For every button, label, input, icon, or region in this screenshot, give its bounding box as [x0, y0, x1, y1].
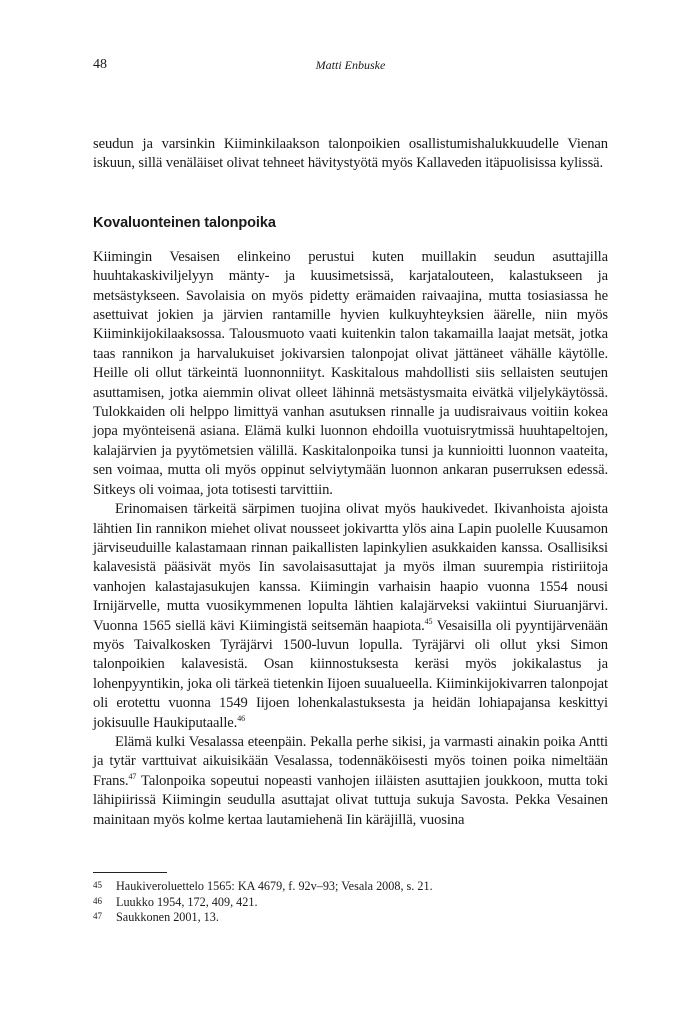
footnote-text: Haukiveroluettelo 1565: KA 4679, f. 92v–93; Vesala 2008, s. 21. — [116, 879, 433, 893]
footnote-number: 45 — [93, 880, 102, 890]
footnote-ref-47[interactable]: 47 — [128, 771, 137, 781]
paragraph-3 — [93, 500, 608, 733]
footnote-ref-45[interactable]: 45 — [424, 616, 433, 626]
footnote-number: 46 — [93, 895, 102, 906]
footnote-47 — [93, 910, 608, 926]
footnotes — [93, 879, 608, 926]
footnote-ref-46[interactable]: 46 — [237, 713, 246, 723]
paragraph-1: seudun ja varsinkin Kiiminkilaakson talonpoikien osallistumishalukkuudelle Vienan iskuun, sillä venäläiset olivat tehneet hävitystyötä myös Kallaveden itäpuolisissa kylissä. — [93, 136, 608, 172]
footnote-45 — [93, 879, 608, 895]
page-number: 48 — [93, 57, 107, 72]
footnote-divider — [93, 872, 167, 873]
section-heading: Kovaluonteinen talonpoika — [93, 214, 276, 231]
footnote-46 — [93, 895, 608, 911]
paragraph-2: Kiimingin Vesaisen elinkeino perustui kuten muillakin seudun asuttajilla huuhtakaskiviljelyyn mänty- ja kuusimetsissä, karjatalouteen, kalastukseen ja metsästykseen. Savolaisia on myös pidetty erämaiden raivaajina, mutta tosiasiassa he asettuivat jokien ja järvien rantamille hyvien kulkuyhteyksien äärelle, niin myös Kiiminkijokilaaksossa. Talousmuoto vaati kuitenkin talon takamailla laajat metsät, jotka taas rannikon ja harvalukuiset jokivarsien talonpojat olivat jättäneet vähälle käytölle. Heille oli ollut tärkeintä luonnonniityt. Kaskitalous mahdollisti siis sellaisten seutujen asuttamisen, jotka aiemmin olivat olleet lähinnä metsästysmaita eivätkä viljelykäytössä. Tulokkaiden oli helppo limittyä vanhan asutuksen rinnalle ja uudisraivaus voitiin kokea jopa myönteisenä asiana. Elämä kulki luonnon ehdoilla vuotuisrytmissä huuhtapeltojen, kalajärvien ja pyytömetsien välillä. Kaskitalonpoika tunsi ja kunnioitti luonnon vaateita, sen voimaa, mutta oli myös oppinut selviytymään luonnon ankaran puserruksen edessä. Sitkeys oli voimaa, jota totisesti tarvittiin. — [93, 248, 608, 498]
paragraph-4-text: Elämä kulki Vesalassa eteenpäin. Pekalla perhe sikisi, ja varmasti ainakin poika Antti ja tytär varttuivat aikuisikään Vesalassa, todennäköisesti myös toinen poika nimeltään Frans. — [93, 733, 608, 789]
running-head: Matti Enbuske — [315, 58, 386, 72]
body-text — [93, 135, 608, 830]
footnote-number: 47 — [93, 911, 102, 922]
paragraph-4 — [93, 733, 608, 830]
footnote-text: Luukko 1954, 172, 409, 421. — [116, 894, 258, 909]
paragraph-4-text-cont: Talonpoika sopeutui nopeasti vanhojen iiläisten asuttajien joukkoon, mutta toki lähipiirissä Kiimingin seudulla asuttajat olivat tuttuja sukuja Savosta. Pekka Vesainen mainitaan myös kolme kertaa lautamiehenä Iin käräjillä, vuosina — [93, 772, 608, 828]
footnote-text: Saukkonen 2001, 13. — [116, 910, 219, 925]
paragraph-3-text: Erinomaisen tärkeitä särpimen tuojina olivat myös haukivedet. Ikivanhoista ajoista lähtien Iin rannikon miehet olivat nousseet jokivartta ylös aina Lapin puolelle Kuusamon järviseuduille kalastamaan rinnan paikallisten lapinkylien asukkaiden kanssa. Osallisiksi kalavesistä pääsivät myös Iin savolaisasuttajat ja myös ilman suurempia ristiriitoja vanhojen kalastajasukujen kanssa. Kiimingin varhaisin haapio vuonna 1554 nousi Irnijärvelle, mutta vuosikymmenen lopulta lähtien kalajärveksi vakiintui Siuruanjärvi. Vuonna 1565 siellä kävi Kiimingistä seitsemän haapiota. — [93, 501, 608, 634]
paragraph-3-text-cont: Vesaisilla oli pyyntijärvenään myös Taivalkosken Tyräjärvi 1500-luvun lopulla. Tyräjärvi oli ollut yksi Simon talonpoikien kalavesistä. Osan kiinnostuksesta keräsi myös jokikalastus ja lohenpyyntikin, joka oli tärkeä tietenkin Iijoen suualueella. Kiiminkijokivarren talonpojat oli erotettu vuonna 1549 Iijoen lohenkalastuksesta ja heidän lohiapajansa keskittyi jokisuulle Haukiputaalle. — [93, 617, 608, 731]
